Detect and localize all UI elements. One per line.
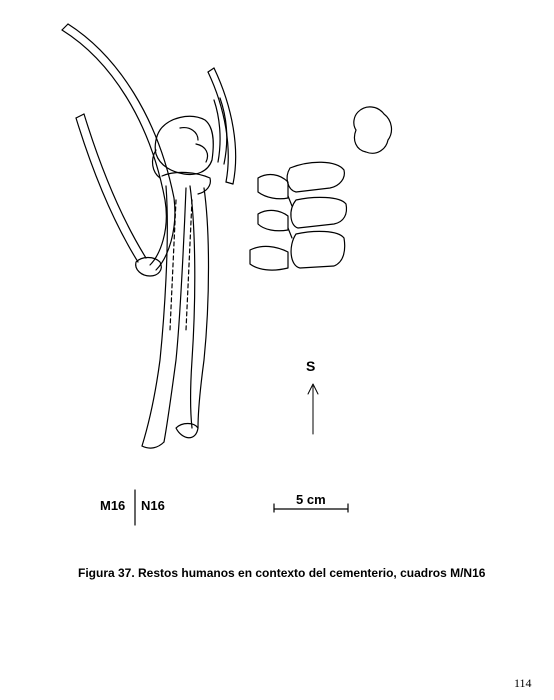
north-label: S xyxy=(306,358,316,374)
rib-short-drawing xyxy=(76,114,146,262)
vertebrae-drawing xyxy=(250,162,347,270)
scale-label: 5 cm xyxy=(296,492,326,507)
radius-drawing xyxy=(176,186,209,438)
rib-long-drawing xyxy=(62,24,175,270)
isolated-fragment-drawing xyxy=(354,107,392,153)
bone-fragment-drawing xyxy=(136,258,162,277)
north-arrow xyxy=(308,384,318,434)
rib-fragment-right-drawing xyxy=(208,68,236,184)
grid-label-m16: M16 xyxy=(100,498,126,513)
page-number: 114 xyxy=(514,676,532,690)
grid-label-n16: N16 xyxy=(141,498,165,513)
figure-caption: Figura 37. Restos humanos en contexto del cementerio, cuadros M/N16 xyxy=(78,566,486,580)
ulna-drawing xyxy=(142,186,186,448)
